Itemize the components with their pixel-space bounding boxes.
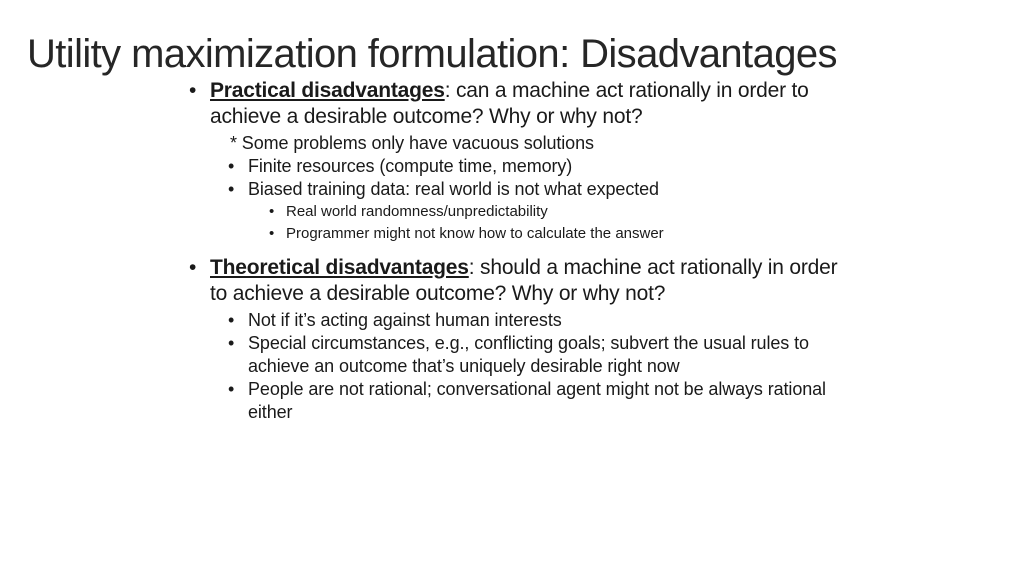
bullet-marker: • <box>269 225 275 242</box>
theoretical-item <box>186 309 850 332</box>
bullet-theoretical <box>186 255 850 307</box>
practical-note: * Some problems only have vacuous solutions <box>230 133 594 153</box>
theoretical-item-text: People are not rational; conversational agent might not be always rational either <box>248 379 826 422</box>
theoretical-item <box>186 378 850 424</box>
theoretical-item <box>186 332 850 378</box>
theoretical-item-text: Not if it’s acting against human interests <box>248 310 562 330</box>
practical-subitem-text: Programmer might not know how to calculate the answer <box>286 225 664 242</box>
practical-item-text: Biased training data: real world is not what expected <box>248 179 659 199</box>
keyword-theoretical: Theoretical disadvantages <box>210 256 469 279</box>
practical-text: : can a machine act rationally in order to achieve a desirable outcome? Why or why not? <box>210 79 809 128</box>
slide-body <box>186 78 850 424</box>
practical-subpoints <box>186 132 850 245</box>
practical-item <box>186 178 850 201</box>
spacer <box>186 245 850 255</box>
bullet-marker: • <box>269 203 275 220</box>
practical-subitem <box>186 201 850 223</box>
theoretical-text: : should a machine act rationally in order to achieve a desirable outcome? Why or why not? <box>210 256 838 305</box>
bullet-marker: • <box>228 156 235 176</box>
bullet-marker: • <box>228 333 235 353</box>
bullet-marker: • <box>189 256 197 279</box>
theoretical-subpoints <box>186 309 850 424</box>
bullet-marker: • <box>228 379 235 399</box>
bullet-practical <box>186 78 850 130</box>
bullet-marker: • <box>228 179 235 199</box>
bullet-marker: • <box>228 310 235 330</box>
practical-subitem <box>186 223 850 245</box>
practical-subitem-text: Real world randomness/unpredictability <box>286 203 548 220</box>
keyword-practical: Practical disadvantages <box>210 79 445 102</box>
practical-item-text: Finite resources (compute time, memory) <box>248 156 573 176</box>
theoretical-item-text: Special circumstances, e.g., conflicting goals; subvert the usual rules to achieve an outcome that’s uniquely desirable right now <box>248 333 809 376</box>
slide-title: Utility maximization formulation: Disadvantages <box>27 32 837 76</box>
practical-item <box>186 155 850 178</box>
bullet-marker: • <box>189 79 197 102</box>
